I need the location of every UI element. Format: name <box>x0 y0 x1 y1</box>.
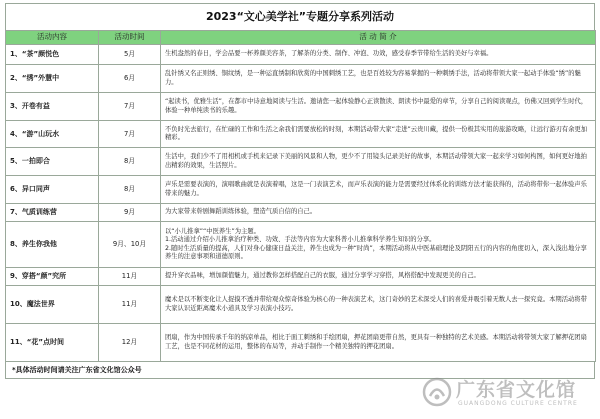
table-header-row <box>6 31 596 45</box>
sheet-title: 2023“文心美学社”专题分享系列活动 <box>5 3 595 30</box>
row-name: 3、开卷有益 <box>6 93 99 121</box>
row-desc: 生机盎然的春日，学会品要一杯养颜美容茶，了解茶的分类、制作、冲泡、功效，感受春季节带给生活的美好与幸福。 <box>161 45 596 65</box>
row-desc: “起读书，优雅生活”，在都市中诗意地阅读与生活。邀请您一起体验静心正读散读、朗读书中最爱的章节，分享自己的阅读观点，仿佛又回到学生时代，体验一种单纯读书的乐趣。 <box>161 93 596 121</box>
table-row <box>6 324 596 362</box>
row-desc: 为大家带来幹剧舞蹈训练体验，塑造气质自信的自己。 <box>161 204 596 222</box>
row-name: 4、“游”山玩水 <box>6 121 99 148</box>
row-desc: 声乐是需要表演的，演唱歌曲就是表演着唱，这是一门表演艺术，而声乐表演的能力是需要经过体系化的训练方法才能获得的，活动将带你一起体验声乐带来的魅力。 <box>161 176 596 204</box>
row-desc: 生活中，我们少不了用相机或手机来记录下美丽的风景和人物，更少不了用镜头记录美好的故事，本期活动带领大家一起来学习如何构图，如何更好地拍出精彩的效果，生活照片。 <box>161 148 596 176</box>
row-name: 9、穿搭“颜”究所 <box>6 268 99 286</box>
row-name: 5、一拍即合 <box>6 148 99 176</box>
row-time: 6月 <box>99 65 161 93</box>
table-row <box>6 93 596 121</box>
row-desc: 不负时光去旅行，在忙碌的工作和生活之余我们需要放松的时刻，本期活动带大家“走进”云贵川藏，提供一份极其实用的旅游攻略，让远行游刃有余更加精彩。 <box>161 121 596 148</box>
activity-sheet <box>5 3 595 379</box>
row-name: 1、“茶”颜悦色 <box>6 45 99 65</box>
row-desc: 以“小儿推拿”“中医养生”为主题。 1.活动通过介绍小儿推拿治疗种类、功效、手法等内容为大家科普小儿推拿科学养生知识的分享。 2.随时生活质量的提高，人们对身心健康日益关注，养生也成为一种“时尚”，本期活动将从中医基础理论及阴阳五行的内容的角度切入，深入浅出地分享养生的注意事项和道德原则。 <box>161 222 596 268</box>
row-time: 7月 <box>99 93 161 121</box>
watermark-en: GUANGDONG CULTURE CENTRE <box>458 400 578 407</box>
row-time: 8月 <box>99 148 161 176</box>
row-name: 10、魔法世界 <box>6 286 99 324</box>
watermark-cn: 广东省文化馆 <box>456 379 577 401</box>
row-time: 7月 <box>99 121 161 148</box>
header-time: 活动时间 <box>99 31 161 45</box>
table-row <box>6 65 596 93</box>
row-time: 9月、10月 <box>99 222 161 268</box>
row-desc: 乱针绣又名正则绣、铜纹绣，是一种运直绣制和欣赏的中国刺绣工艺，也是百姓较为容易掌握的一种刺绣手法，活动将带领大家一起动手体验“绣”的魅力。 <box>161 65 596 93</box>
table-row <box>6 121 596 148</box>
table-row <box>6 45 596 65</box>
header-desc: 活 动 简 介 <box>161 31 596 45</box>
row-time: 11月 <box>99 286 161 324</box>
footer-note: *具体活动时间请关注广东省文化馆公众号 <box>5 362 595 379</box>
row-time: 9月 <box>99 204 161 222</box>
culture-centre-logo-icon <box>422 377 452 407</box>
table-row <box>6 268 596 286</box>
row-name: 6、异口同声 <box>6 176 99 204</box>
header-name: 活动内容 <box>6 31 99 45</box>
activity-table <box>5 30 596 362</box>
row-desc: 团扇，作为中国传承千年的纳凉单品，相比于面工刺绣和手绘团扇，押花团扇更带自然，更具有一种独特的艺术美感。本期活动将带领大家了解押花团扇工艺，也是不同花材的运用，整体的布局等，并动手制作一个精美独特的押花团扇。 <box>161 324 596 362</box>
row-name: 7、气质训练营 <box>6 204 99 222</box>
table-row <box>6 148 596 176</box>
table-row <box>6 204 596 222</box>
row-name: 8、养生你我他 <box>6 222 99 268</box>
table-row <box>6 286 596 324</box>
row-time: 8月 <box>99 176 161 204</box>
row-name: 2、“绣”外慧中 <box>6 65 99 93</box>
row-time: 11月 <box>99 268 161 286</box>
table-row <box>6 222 596 268</box>
watermark <box>422 375 592 411</box>
row-name: 11、“花”点时间 <box>6 324 99 362</box>
table-row <box>6 176 596 204</box>
row-desc: 魔术是以不断变化让人捉摸不透并带给观众惊奇体验为核心的一种表演艺术，这门奇妙的艺术深受人们的喜爱并吸引着无数人去一探究竟。本期活动将带大家认识近距离魔术小道具及学习表演小技巧。 <box>161 286 596 324</box>
row-time: 12月 <box>99 324 161 362</box>
row-desc: 提升穿衣品味，增加颜值魅力，通过教你怎样搭配自己的衣服，通过分享学习穿搭，风格搭配中发现更美的自己。 <box>161 268 596 286</box>
row-time: 5月 <box>99 45 161 65</box>
